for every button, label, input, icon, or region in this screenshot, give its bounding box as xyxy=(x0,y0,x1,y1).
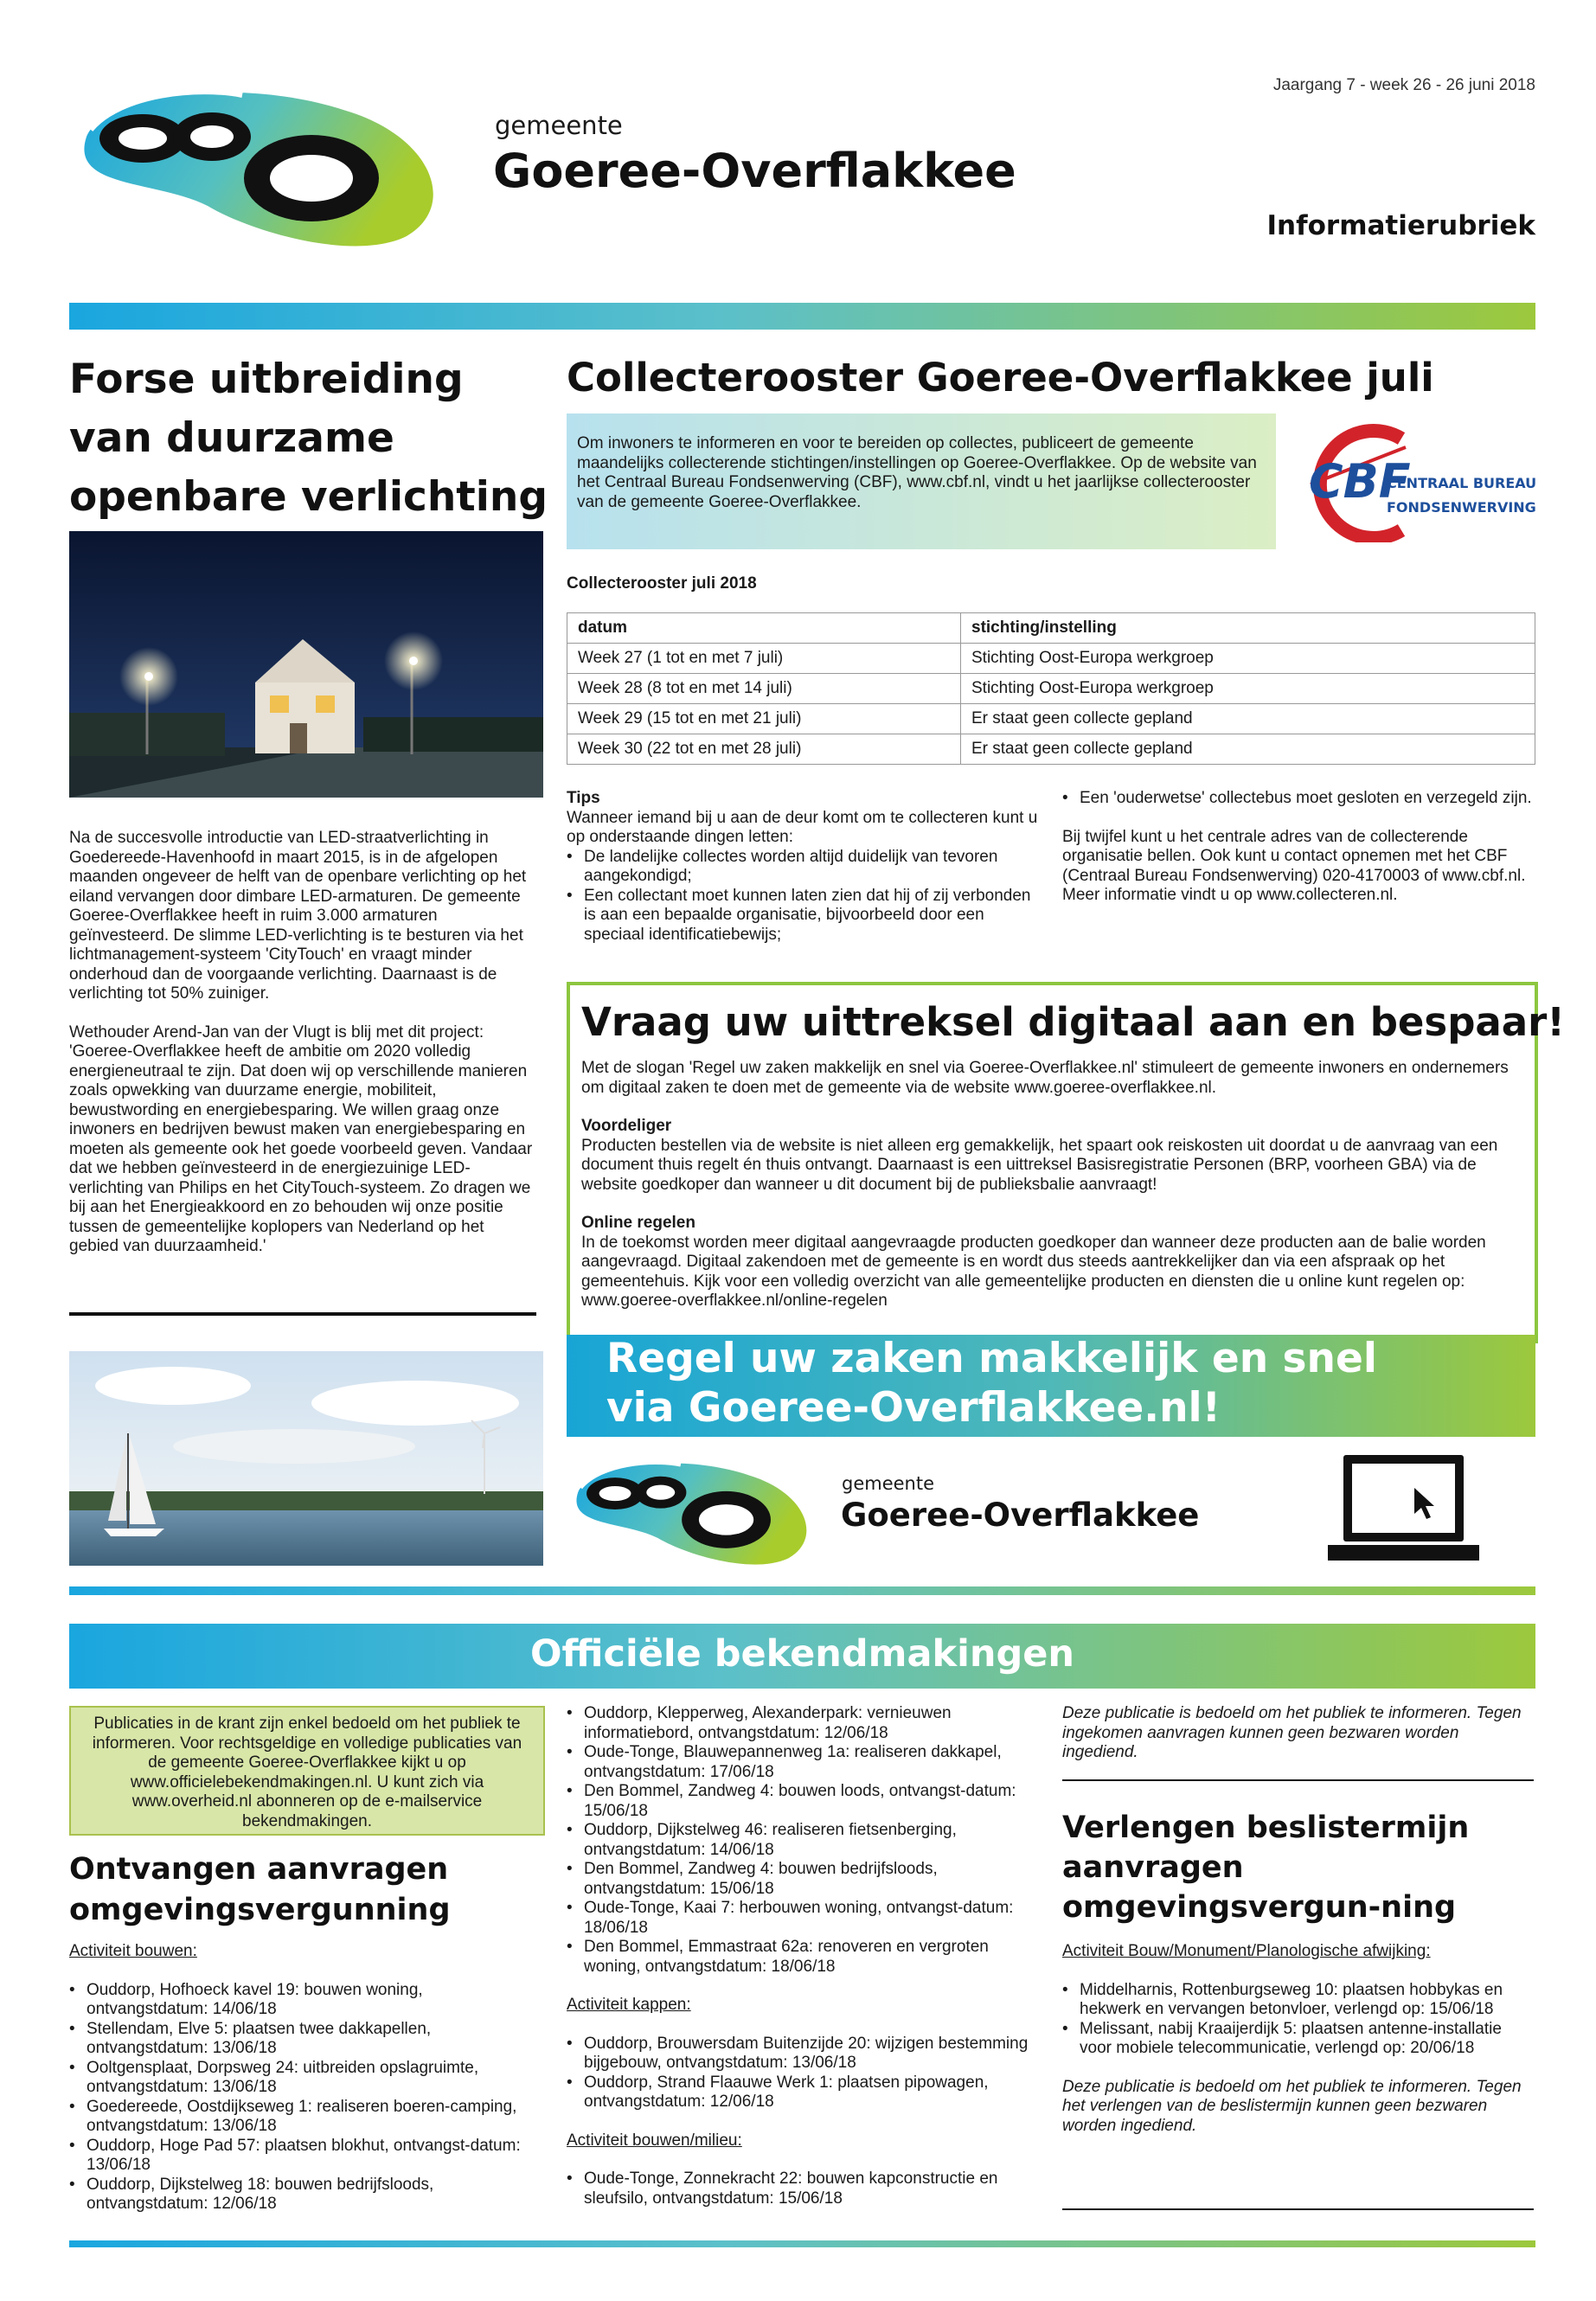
list-item: • Den Bommel, Emmastraat 62a: renoveren en vergroten woning, ontvangstdatum: 18/06/18 xyxy=(567,1938,1034,1977)
tips-list xyxy=(567,848,1047,945)
cbf-line-1: CENTRAAL BUREAU xyxy=(1387,475,1537,491)
header-org-name: Goeree-Overflakkee xyxy=(493,144,1016,198)
digital-heading-online: Online regelen xyxy=(581,1214,695,1232)
table-cell: Week 30 (22 tot en met 28 juli) xyxy=(567,734,961,765)
cbf-line-2: FONDSENWERVING xyxy=(1387,499,1536,516)
laptop-icon xyxy=(1328,1452,1479,1564)
table-cell: Week 29 (15 tot en met 21 juli) xyxy=(567,704,961,734)
extend-list xyxy=(1062,1981,1534,2059)
doubt-text: Bij twijfel kunt u het centrale adres van de collecterende organisatie bellen. Ook kunt u contact opnemen met het CBF (Centraal Bureau Fondsenwerving) 020-4170003 of www.cbf.nl. Meer informatie vindt u op www.collecteren.nl. xyxy=(1062,827,1526,904)
list-item: • Ouddorp, Hoge Pad 57: plaatsen blokhut, ontvangst-datum: 13/06/18 xyxy=(69,2137,536,2176)
official-title-bar xyxy=(69,1624,1535,1689)
small-municipality-logo xyxy=(567,1449,817,1570)
digital-paragraph-cheaper: Producten bestellen via de website is niet alleen erg gemakkelijk, het spaart ook reiskosten uit doordat u de aanvraag van een document thuis regelt én thuis ontvangt. Daarnaast is een uittreksel Basisregistratie Personen (BRP, voorheen GBA) via de website goedkoper dan wanneer u dit document bij de publieksbalie aanvraagt! xyxy=(581,1136,1498,1194)
table-cell: Stichting Oost-Europa werkgroep xyxy=(961,674,1535,704)
note-divider-2 xyxy=(1062,2208,1534,2210)
tips-intro: Wanneer iemand bij u aan de deur komt om te collecteren kunt u op onderstaande dingen letten: xyxy=(567,808,1038,846)
lighting-title: Forse uitbreiding van duurzame openbare verlichting xyxy=(69,356,548,521)
collecte-intro-box xyxy=(567,413,1276,549)
official-notice-box xyxy=(69,1706,545,1836)
list-item: • Ouddorp, Dijkstelweg 46: realiseren fietsenberging, ontvangstdatum: 14/06/18 xyxy=(567,1821,1034,1860)
table-row xyxy=(567,734,1535,765)
list-item: • Goedereede, Oostdijkseweg 1: realiseren boeren-camping, ontvangstdatum: 13/06/18 xyxy=(69,2098,536,2137)
cbf-mark: CBF xyxy=(1309,454,1411,509)
table-cell: Er staat geen collecte gepland xyxy=(961,704,1535,734)
received-column-2 xyxy=(567,1704,1034,2208)
lighting-paragraph-2: Wethouder Arend-Jan van der Vlugt is blij met dit project: 'Goeree-Overflakkee heeft de ambitie om 2020 volledig energieneutraal te zijn. Dat doen wij op verschillende manieren zoals opwekking van duurzame energie, mobiliteit, bewustwording en energiebesparing. We willen graag onze inwoners en bedrijven bewust maken van energiebesparing en moeten als gemeente ook het goede voorbeeld geven. Vandaar dat we hebben geïnvesteerd in de energiezuinige LED-verlichting van Philips en het CityTouch-systeem. Zo dragen we bij aan het Energieakkoord en zo behouden wij onze positie tussen de gemeentelijke koplopers van Nederland op het gebied van duurzaamheid.' xyxy=(69,1022,533,1255)
small-logo-org-small: gemeente xyxy=(842,1473,935,1494)
list-item: • Ouddorp, Brouwersdam Buitenzijde 20: wijzigen bestemming bijgebouw, ontvangstdatum: 13/06/18 xyxy=(567,2035,1034,2073)
schedule-title: Collecterooster juli 2018 xyxy=(567,574,757,593)
list-item: • Ouddorp, Dijkstelweg 18: bouwen bedrijfsloods, ontvangstdatum: 12/06/18 xyxy=(69,2176,536,2214)
tips-column-right xyxy=(1062,789,1535,906)
table-cell: Week 27 (1 tot en met 7 juli) xyxy=(567,644,961,674)
digital-intro: Met de slogan 'Regel uw zaken makkelijk en snel via Goeree-Overflakkee.nl' stimuleert de gemeente inwoners en ondernemers om digitaal zaken te doen met de gemeente via de website www.goeree-overflakkee.nl. xyxy=(581,1059,1509,1097)
list-item: • Stellendam, Elve 5: plaatsen twee dakkapellen, ontvangstdatum: 13/06/18 xyxy=(69,2020,536,2059)
extend-column xyxy=(1062,1942,1534,2136)
lighting-body xyxy=(69,829,536,1276)
table-cell: Er staat geen collecte gepland xyxy=(961,734,1535,765)
category-bouwen: Activiteit bouwen: xyxy=(69,1942,197,1960)
list-item: • Een collectant moet kunnen laten zien dat hij of zij verbonden is aan een bepaalde organisatie, bijvoorbeeld door een speciaal identificatiebewijs; xyxy=(567,887,1047,945)
received-note: Deze publicatie is bedoeld om het publiek te informeren. Tegen ingekomen aanvragen kunnen geen bezwaren worden ingediend. xyxy=(1062,1704,1522,1761)
street-lighting-photo xyxy=(69,531,543,798)
schedule-table-wrap xyxy=(567,612,1535,765)
digital-heading-cheaper: Voordeliger xyxy=(581,1117,672,1135)
bouwen-list xyxy=(69,1981,536,2214)
extend-note: Deze publicatie is bedoeld om het publiek te informeren. Tegen het verlengen van de beslistermijn kunnen geen bezwaren worden ingediend. xyxy=(1062,2077,1522,2135)
list-item: • Middelharnis, Rottenburgseweg 10: plaatsen hobbykas en hekwerk en vervangen betonvloer, verlengd op: 15/06/18 xyxy=(1062,1981,1534,2020)
extend-title: Verlengen beslistermijn aanvragen omgevingsvergun-ning xyxy=(1062,1811,1470,1925)
tips-column xyxy=(567,789,1047,945)
received-title: Ontvangen aanvragen omgevingsvergunning xyxy=(69,1852,451,1927)
table-cell: Stichting Oost-Europa werkgroep xyxy=(961,644,1535,674)
column-header-foundation: stichting/instelling xyxy=(961,613,1535,644)
list-item: • Den Bommel, Zandweg 4: bouwen loods, ontvangst-datum: 15/06/18 xyxy=(567,1782,1034,1821)
official-notice: Publicaties in de krant zijn enkel bedoeld om het publiek te informeren. Voor rechtsgeldige en volledige publicaties van de gemeente Goeree-Overflakkee kijkt u op www.officielebekendmakingen.nl. U kunt zich via www.overheid.nl abonneren op de e-mailservice bekendmakingen. xyxy=(92,1715,522,1830)
bouwen-list-continued xyxy=(567,1704,1034,1977)
collecte-intro: Om inwoners te informeren en voor te bereiden op collectes, publiceert de gemeente maandelijks collecterende stichtingen/instellingen op Goeree-Overflakkee. Op de website van het Centraal Bureau Fondsenwerving (CBF), www.cbf.nl, vindt u het jaarlijkse collecterooster van de gemeente Goeree-Overflakkee. xyxy=(577,434,1257,511)
list-item: • Ouddorp, Klepperweg, Alexanderpark: vernieuwen informatiebord, ontvangstdatum: 12/06/18 xyxy=(567,1704,1034,1743)
digital-body xyxy=(581,1059,1520,1311)
table-row xyxy=(567,674,1535,704)
kappen-list xyxy=(567,2035,1034,2112)
issue-info: Jaargang 7 - week 26 - 26 juni 2018 xyxy=(1272,76,1535,94)
list-item: • Oude-Tonge, Zonnekracht 22: bouwen kapconstructie en sleufsilo, ontvangstdatum: 15/06/18 xyxy=(567,2170,1034,2208)
list-item: • Den Bommel, Zandweg 4: bouwen bedrijfsloods, ontvangstdatum: 15/06/18 xyxy=(567,1860,1034,1899)
lighting-divider xyxy=(69,1312,536,1316)
column-header-date: datum xyxy=(567,613,961,644)
list-item: • Ouddorp, Strand Flaauwe Werk 1: plaatsen pipowagen, ontvangstdatum: 12/06/18 xyxy=(567,2073,1034,2112)
banner-line-2: via Goeree-Overflakkee.nl! xyxy=(606,1384,1221,1432)
section-label: Informatierubriek xyxy=(1266,210,1535,241)
header-org-small: gemeente xyxy=(495,111,623,140)
category-kappen: Activiteit kappen: xyxy=(567,1996,691,2014)
footer-divider xyxy=(69,2240,1535,2247)
table-row xyxy=(567,704,1535,734)
banner-line-1: Regel uw zaken makkelijk en snel xyxy=(606,1335,1377,1382)
received-column-1 xyxy=(69,1942,536,2214)
table-cell: Week 28 (8 tot en met 14 juli) xyxy=(567,674,961,704)
sailing-photo xyxy=(69,1351,543,1566)
table-header-row xyxy=(567,613,1535,644)
category-extend: Activiteit Bouw/Monument/Planologische afwijking: xyxy=(1062,1942,1431,1960)
cbf-logo xyxy=(1293,421,1535,542)
list-item: • Oude-Tonge, Blauwepannenweg 1a: realiseren dakkapel, ontvangstdatum: 17/06/18 xyxy=(567,1743,1034,1782)
list-item: • Ouddorp, Hofhoeck kavel 19: bouwen woning, ontvangstdatum: 14/06/18 xyxy=(69,1981,536,2020)
digital-paragraph-online: In de toekomst worden meer digitaal aangevraagde producten goedkoper dan wanneer deze producten aan de balie worden aangevraagd. Digitaal zakendoen met de gemeente is en wordt dus steeds aantrekkelijker dan via een afspraak op het gemeentehuis. Kijk voor een volledig overzicht van alle gemeentelijke producten en diensten die u online kunt regelen op: www.goeree-overflakkee.nl/online-regelen xyxy=(581,1233,1486,1310)
digital-title: Vraag uw uittreksel digitaal aan en bespaar! xyxy=(581,999,1565,1045)
tips-list-continued xyxy=(1062,789,1535,809)
list-item: • De landelijke collectes worden altijd duidelijk van tevoren aangekondigd; xyxy=(567,848,1047,887)
official-title: Officiële bekendmakingen xyxy=(529,1632,1075,1676)
header-divider xyxy=(69,303,1535,330)
milieu-list xyxy=(567,2170,1034,2208)
schedule-table xyxy=(567,612,1535,765)
list-item: • Melissant, nabij Kraaijerdijk 5: plaatsen antenne-installatie voor mobiele telecommunicatie, verlengd op: 20/06/18 xyxy=(1062,2020,1534,2059)
municipality-logo xyxy=(69,76,450,249)
small-logo-org-name: Goeree-Overflakkee xyxy=(841,1497,1200,1534)
list-item: • Een 'ouderwetse' collectebus moet gesloten en verzegeld zijn. xyxy=(1062,789,1535,809)
collecte-title: Collecterooster Goeree-Overflakkee juli xyxy=(567,355,1434,401)
list-item: • Ooltgensplaat, Dorpsweg 24: uitbreiden opslagruimte, ontvangstdatum: 13/06/18 xyxy=(69,2059,536,2098)
lighting-paragraph-1: Na de succesvolle introductie van LED-straatverlichting in Goedereede-Havenhoofd in maart 2015, is in de afgelopen maanden ongeveer de helft van de openbare verlichting op het eiland vervangen door dimbare LED-armaturen. De gemeente Goeree-Overflakkee heeft in ruim 3.000 armaturen geïnvesteerd. De slimme LED-verlichting is te besturen via het lichtmanagement-systeem 'CityTouch' en vraagt minder onderhoud dan de voorgaande verlichting. Daarnaast is de verlichting tot 50% zuiniger. xyxy=(69,829,527,1003)
digital-banner xyxy=(567,1335,1535,1437)
tips-title: Tips xyxy=(567,789,600,807)
list-item: • Oude-Tonge, Kaai 7: herbouwen woning, ontvangst-datum: 18/06/18 xyxy=(567,1899,1034,1938)
note-divider-1 xyxy=(1062,1779,1534,1781)
section-divider-thin xyxy=(69,1586,1535,1595)
table-row xyxy=(567,644,1535,674)
category-milieu: Activiteit bouwen/milieu: xyxy=(567,2131,742,2150)
